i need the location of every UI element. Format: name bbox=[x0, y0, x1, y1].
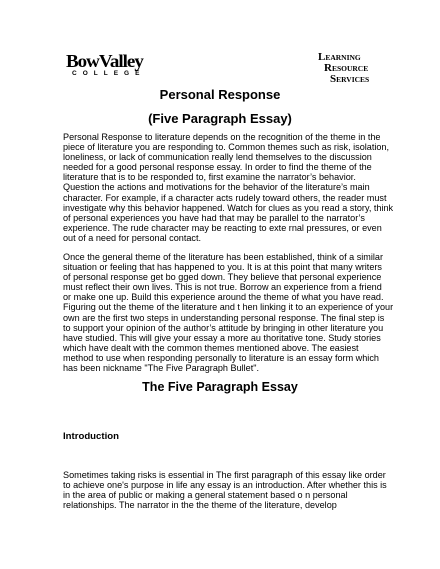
paragraph-line: investigate why this behavior happened. Watch for clues as you read a story, think bbox=[63, 202, 394, 213]
paragraph-line: of personal experiences you have had that may be parallel to the narrator’s bbox=[63, 212, 365, 223]
page-subtitle: (Five Paragraph Essay) bbox=[148, 111, 292, 126]
paragraph-line: situation or feeling that has happened to you. It is at this point that many writers bbox=[63, 262, 382, 273]
paragraph-line: loneliness, or lack of communication really lend themselves to the discussion bbox=[63, 152, 372, 163]
intro-heading: Introduction bbox=[63, 431, 119, 442]
paragraph-2 bbox=[63, 252, 393, 373]
logo-subtitle: COLLEGE bbox=[72, 70, 146, 77]
paragraph-line: of personal response get bo gged down. They believe that personal experience bbox=[63, 272, 382, 283]
paragraph-line: to support your opinion of the author’s attitude by bringing in other literature you bbox=[63, 322, 384, 333]
bow-valley-college-logo bbox=[66, 51, 152, 78]
paragraph-line: in the area of public or making a general statement based o n personal bbox=[63, 490, 348, 501]
paragraph-line: which have dealt with the common themes mentioned above. The easiest bbox=[63, 342, 359, 353]
paragraph-line: method to use when responding personally to literature is an essay form which bbox=[63, 352, 379, 363]
paragraph-line: relationships. The narrator in the the theme of the literature, develop bbox=[63, 500, 337, 511]
paragraph-line: own are the first two steps in understanding personal response. The final step is bbox=[63, 312, 385, 323]
paragraph-line: literature that is to be responded to, first examine the narrator’s behavior. bbox=[63, 172, 356, 183]
paragraph-line: Once the general theme of the literature has been established, think of a similar bbox=[63, 252, 383, 262]
paragraph-3 bbox=[63, 470, 393, 510]
logo-line-resource: RESOURCE bbox=[324, 62, 369, 74]
paragraph-line: Personal Response to literature depends on the recognition of the theme in the bbox=[63, 132, 381, 142]
paragraph-line: has been nickname "The Five Paragraph Bullet". bbox=[63, 363, 260, 374]
paragraph-line: to achieve one's purpose in life any essay is an introduction. After whether this is bbox=[63, 480, 387, 491]
section-title: The Five Paragraph Essay bbox=[142, 380, 298, 394]
paragraph-line: piece of literature you are responding to. Common themes such as risk, isolation, bbox=[63, 142, 390, 153]
paragraph-line: needed for a good personal response essay. In order to find the theme of the bbox=[63, 162, 372, 173]
page-title: Personal Response bbox=[159, 87, 281, 102]
learning-resource-services-logo bbox=[318, 52, 388, 85]
paragraph-line: character. For example, if a character acts rudely toward others, the reader must bbox=[63, 192, 387, 203]
paragraph-line: or make one up. Build this experience around the theme of what you have read. bbox=[63, 292, 384, 303]
paragraph-line: out of a need for personal contact. bbox=[63, 232, 202, 243]
paragraph-line: Question the actions and motivations for the behavior of the literature’s main bbox=[63, 182, 370, 193]
logo-line-services: SERVICES bbox=[330, 73, 370, 85]
logo-line-learning: LEARNING bbox=[318, 51, 361, 63]
paragraph-line: have studied. This will give your essay a more au thoritative tone. Study stories bbox=[63, 332, 381, 343]
logo-wordmark: BowValley bbox=[66, 51, 143, 72]
paragraph-line: Figuring out the theme of the literature and t hen linking it to an experience of your bbox=[63, 302, 394, 313]
paragraph-1 bbox=[63, 132, 393, 243]
paragraph-line: must reflect their own lives. This is not true. Borrow an experience from a friend bbox=[63, 282, 382, 293]
paragraph-line: Sometimes taking risks is essential in The first paragraph of this essay like order bbox=[63, 470, 386, 480]
paragraph-line: experience. The rude character may be reacting to exte rnal pressures, or even bbox=[63, 222, 382, 233]
